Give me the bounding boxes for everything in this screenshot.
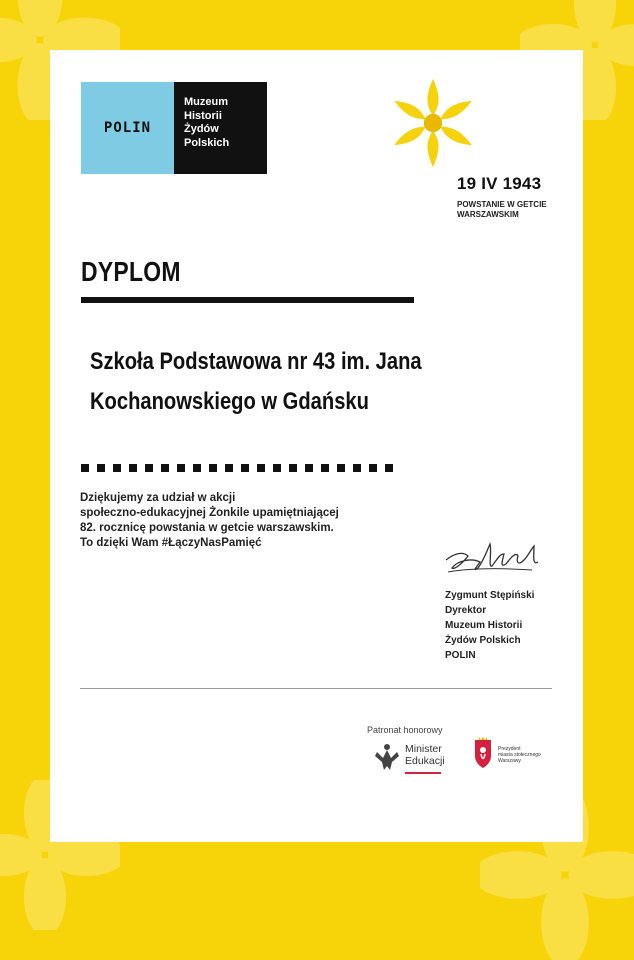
title-underline — [81, 297, 414, 303]
minister-accent-line — [405, 772, 441, 774]
president-line: Warszawy — [498, 758, 521, 764]
minister-line: Edukacji — [405, 755, 445, 767]
thanks-text — [80, 491, 410, 551]
polish-eagle-icon — [373, 740, 401, 774]
recipient-line: Szkoła Podstawowa nr 43 im. Jana — [90, 348, 422, 375]
recipient-name — [90, 342, 460, 422]
event-subtitle-line: WARSZAWSKIM — [457, 210, 519, 219]
diploma-card — [50, 50, 583, 842]
logo-line: Żydów — [184, 123, 219, 135]
thanks-line: 82. rocznicę powstania w getcie warszawskim. — [80, 522, 334, 534]
event-date: 19 IV 1943 — [457, 174, 542, 193]
polin-logo-text: POLIN — [103, 120, 152, 136]
polin-logo-mark — [81, 82, 174, 174]
dotted-divider — [81, 464, 393, 472]
signatory-line: Dyrektor — [445, 605, 487, 616]
thanks-line: społeczno-edukacyjnej Żonkile upamiętniającej — [80, 507, 339, 519]
logo-line: Muzeum — [184, 96, 228, 108]
diploma-title: DYPLOM — [81, 256, 181, 287]
signatory-line: Żydów Polskich — [445, 635, 521, 646]
logo-line: Historii — [184, 109, 222, 122]
president-line: miasta stołecznego — [498, 752, 541, 758]
signatory-line: Zygmunt Stępiński — [445, 590, 535, 601]
daffodil-icon — [387, 77, 479, 169]
event-subtitle-line: POWSTANIE W GETCIE — [457, 200, 547, 209]
polin-logo — [81, 82, 267, 174]
signatory-line: POLIN — [445, 650, 476, 661]
warsaw-crest-icon — [472, 736, 494, 770]
minister-line: Minister — [405, 743, 442, 755]
thanks-line: To dzięki Wam #ŁączyNasPamięć — [80, 537, 262, 549]
polin-logo-name — [174, 82, 267, 174]
footer-divider — [80, 688, 552, 689]
logo-line: Polskich — [184, 136, 230, 149]
minister-label — [405, 743, 445, 767]
signatory-line: Muzeum Historii — [445, 620, 523, 631]
president-label — [498, 746, 558, 764]
thanks-line: Dziękujemy za udział w akcji — [80, 492, 236, 504]
handwritten-signature — [442, 538, 542, 578]
signatory-block — [445, 588, 534, 663]
president-line: Prezydent — [498, 746, 521, 752]
patronage-label: Patronat honorowy — [367, 725, 443, 735]
recipient-line: Kochanowskiego w Gdańsku — [90, 388, 369, 415]
event-subtitle — [457, 200, 577, 220]
